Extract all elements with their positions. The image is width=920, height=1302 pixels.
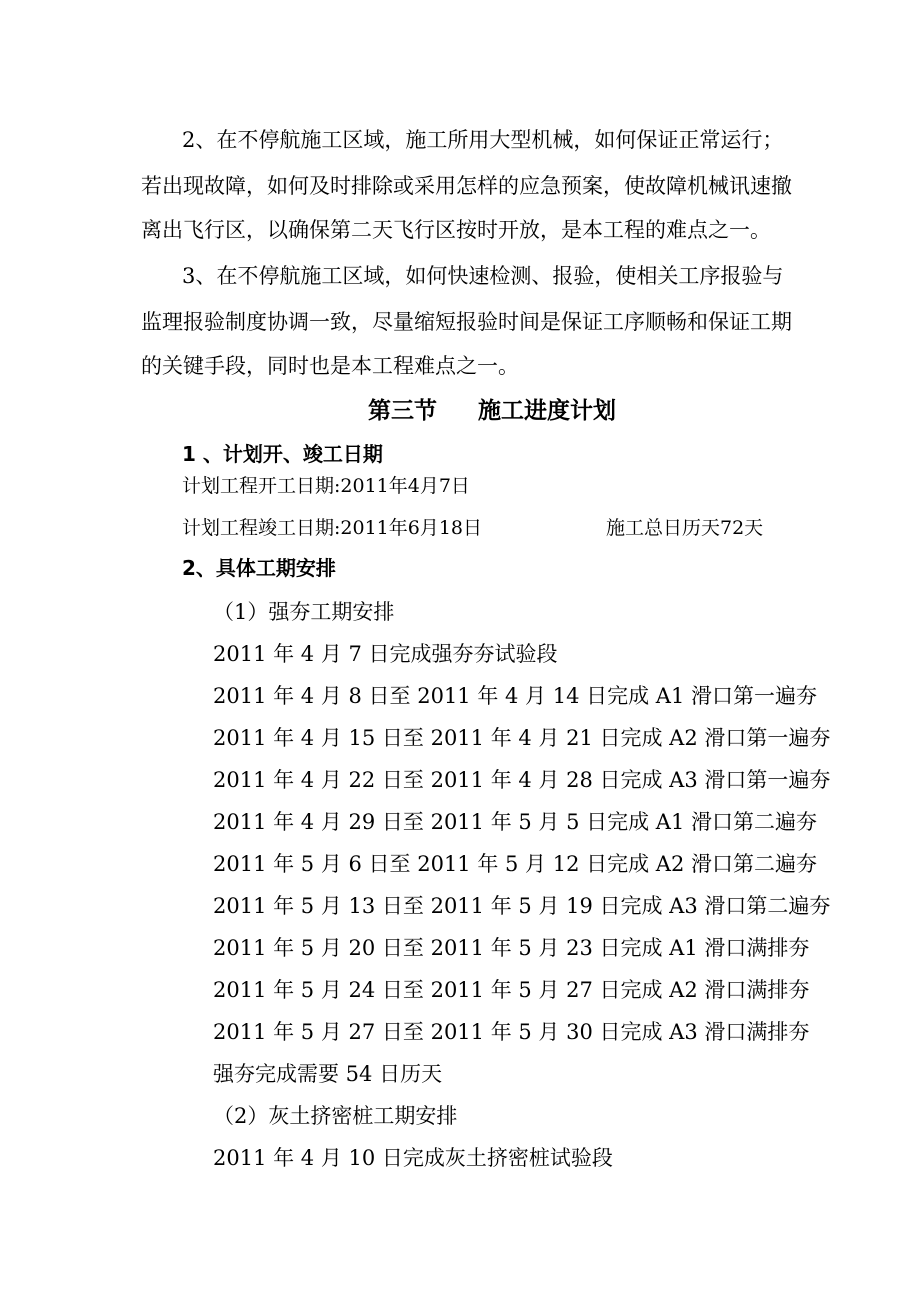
paragraph-2-line-3: 离出飞行区，以确保第二天飞行区按时开放，是本工程的难点之一。 — [141, 218, 771, 242]
paragraph-3-line-1: 3、在不停航施工区域，如何快速检测、报验，使相关工序报验与 — [182, 264, 784, 288]
ramming-title: （1）强夯工期安排 — [213, 600, 395, 624]
piles-title: （2）灰土挤密桩工期安排 — [213, 1104, 458, 1128]
ramming-total: 强夯完成需要 54 日历天 — [213, 1062, 443, 1086]
ramming-item: 2011 年 4 月 15 日至 2011 年 4 月 21 日完成 A2 滑口第一遍夯 — [213, 726, 831, 750]
plan-dates-heading: 1 、计划开、竣工日期 — [182, 442, 383, 466]
paragraph-2-line-2: 若出现故障，如何及时排除或采用怎样的应急预案，使故障机械讯速撤 — [141, 174, 792, 198]
paragraph-2-line-1: 2、在不停航施工区域，施工所用大型机械，如何保证正常运行； — [182, 128, 784, 152]
planned-end-date: 计划工程竣工日期:2011年6月18日 — [182, 517, 483, 539]
paragraph-3-line-3: 的关键手段，同时也是本工程难点之一。 — [141, 354, 519, 378]
planned-start-date: 计划工程开工日期:2011年4月7日 — [182, 475, 470, 497]
section-number: 第三节 — [368, 398, 437, 424]
ramming-item: 2011 年 4 月 8 日至 2011 年 4 月 14 日完成 A1 滑口第一遍夯 — [213, 684, 817, 708]
total-calendar-days: 施工总日历天72天 — [606, 517, 764, 539]
paragraph-3-line-2: 监理报验制度协调一致，尽量缩短报验时间是保证工序顺畅和保证工期 — [141, 310, 792, 334]
schedule-heading: 2、具体工期安排 — [182, 556, 336, 580]
ramming-item: 2011 年 4 月 29 日至 2011 年 5 月 5 日完成 A1 滑口第二遍夯 — [213, 810, 817, 834]
ramming-item: 2011 年 5 月 20 日至 2011 年 5 月 23 日完成 A1 滑口满排夯 — [213, 936, 810, 960]
section-title: 施工进度计划 — [478, 398, 616, 424]
ramming-item: 2011 年 4 月 7 日完成强夯夯试验段 — [213, 642, 558, 666]
ramming-item: 2011 年 5 月 27 日至 2011 年 5 月 30 日完成 A3 滑口满排夯 — [213, 1020, 810, 1044]
ramming-item: 2011 年 5 月 24 日至 2011 年 5 月 27 日完成 A2 滑口满排夯 — [213, 978, 810, 1002]
ramming-item: 2011 年 5 月 13 日至 2011 年 5 月 19 日完成 A3 滑口第二遍夯 — [213, 894, 831, 918]
ramming-item: 2011 年 4 月 22 日至 2011 年 4 月 28 日完成 A3 滑口第一遍夯 — [213, 768, 831, 792]
piles-item: 2011 年 4 月 10 日完成灰土挤密桩试验段 — [213, 1146, 613, 1170]
ramming-item: 2011 年 5 月 6 日至 2011 年 5 月 12 日完成 A2 滑口第二遍夯 — [213, 852, 817, 876]
